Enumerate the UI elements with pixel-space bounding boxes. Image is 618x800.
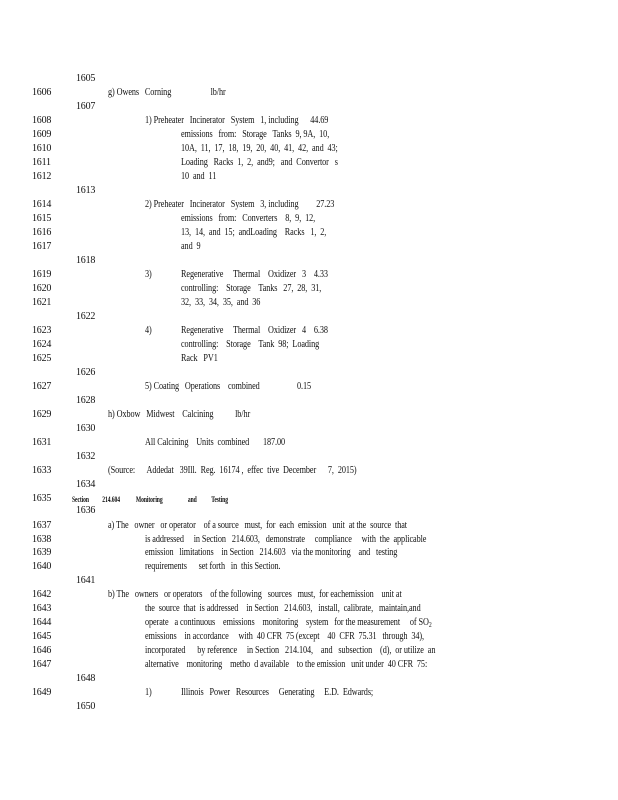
line-number: 1623	[32, 325, 52, 336]
text-line: Regenerative Thermal Oxidizer 3 4.33	[181, 269, 328, 280]
text-line-content: operate a continuous emissions monitoring system for the measurement of SO	[145, 617, 429, 628]
text-line	[145, 617, 432, 629]
line-number: 1609	[32, 129, 52, 140]
line-number: 1642	[32, 589, 52, 600]
line-number: 1622	[76, 311, 96, 322]
line-number: 1625	[32, 353, 52, 364]
line-number: 1606	[32, 87, 52, 98]
line-number: 1637	[32, 520, 52, 531]
text-line: emissions from: Storage Tanks 9, 9A, 10,	[181, 129, 330, 140]
line-number: 1610	[32, 143, 52, 154]
text-line: Illinois Power Resources Generating E.D. Edwards;	[181, 687, 374, 698]
item-number: 1)	[145, 687, 152, 698]
text-line: and 9	[181, 241, 201, 252]
subsection-heading: h) Oxbow Midwest Calcining lb/hr	[108, 409, 251, 420]
line-number: 1639	[32, 547, 52, 558]
source-note: (Source: Addedat 39Ill. Reg. 16174 , effec tive December 7, 2015)	[108, 465, 357, 476]
line-number: 1648	[76, 673, 96, 684]
text-line: 10 and 11	[181, 171, 217, 182]
line-number: 1621	[32, 297, 52, 308]
text-line: 5) Coating Operations combined 0.15	[145, 381, 312, 392]
line-number: 1607	[76, 101, 96, 112]
text-line: incorporated by reference in Section 214.104, and subsection (d), or utilize an	[145, 645, 436, 656]
text-line: alternative monitoring metho d available to the emission unit under 40 CFR 75:	[145, 659, 428, 670]
text-line: the source that is addressed in Section 214.603, install, calibrate, maintain,and	[145, 603, 421, 614]
line-number: 1647	[32, 659, 52, 670]
line-number: 1624	[32, 339, 52, 350]
line-number: 1644	[32, 617, 52, 628]
line-number: 1630	[76, 423, 96, 434]
text-line: controlling: Storage Tank 98; Loading	[181, 339, 320, 350]
text-line: emissions in accordance with 40 CFR 75 (except 40 CFR 75.31 through 34),	[145, 631, 424, 642]
text-line: 1) Preheater Incinerator System 1, including 44.69	[145, 115, 329, 126]
text-line: b) The owners or operators of the following sources must, for eachemission unit at	[108, 589, 402, 600]
line-number: 1632	[76, 451, 96, 462]
line-number: 1614	[32, 199, 52, 210]
text-line: 32, 33, 34, 35, and 36	[181, 297, 261, 308]
line-number: 1626	[76, 367, 96, 378]
line-number: 1638	[32, 534, 52, 545]
text-line: Loading Racks 1, 2, and9; and Convertor s	[181, 157, 338, 168]
line-number: 1636	[76, 505, 96, 516]
line-number: 1620	[32, 283, 52, 294]
line-number: 1650	[76, 701, 96, 712]
line-number: 1618	[76, 255, 96, 266]
text-line: 13, 14, and 15; andLoading Racks 1, 2,	[181, 227, 327, 238]
item-number: 3)	[145, 269, 152, 280]
line-number: 1646	[32, 645, 52, 656]
line-number: 1613	[76, 185, 96, 196]
text-line: 10A, 11, 17, 18, 19, 20, 40, 41, 42, and 43;	[181, 143, 338, 154]
line-number: 1619	[32, 269, 52, 280]
text-line: emissions from: Converters 8, 9, 12,	[181, 213, 316, 224]
line-number: 1631	[32, 437, 52, 448]
text-line: All Calcining Units combined 187.00	[145, 437, 286, 448]
line-number: 1634	[76, 479, 96, 490]
text-line: Rack PV1	[181, 353, 218, 364]
line-number: 1615	[32, 213, 52, 224]
line-number: 1641	[76, 575, 96, 586]
line-number: 1617	[32, 241, 52, 252]
text-line: a) The owner or operator of a source must, for each emission unit at the source that	[108, 520, 407, 531]
line-number: 1645	[32, 631, 52, 642]
line-number: 1608	[32, 115, 52, 126]
text-line: requirements set forth in this Section.	[145, 561, 281, 572]
subsection-heading: g) Owens Corning lb/hr	[108, 87, 226, 98]
text-line: Regenerative Thermal Oxidizer 4 6.38	[181, 325, 328, 336]
line-number: 1628	[76, 395, 96, 406]
line-number: 1635	[32, 493, 52, 504]
text-line: 2) Preheater Incinerator System 3, including 27.23	[145, 199, 335, 210]
line-number: 1627	[32, 381, 52, 392]
line-number: 1643	[32, 603, 52, 614]
line-number: 1616	[32, 227, 52, 238]
line-number: 1611	[32, 157, 51, 168]
text-line: emission limitations in Section 214.603 via the monitoring and testing	[145, 547, 398, 558]
line-number: 1633	[32, 465, 52, 476]
line-number: 1649	[32, 687, 52, 698]
so2-subscript: 2	[428, 621, 432, 629]
section-heading: Section 214.604 Monitoring and Testing	[72, 495, 228, 504]
line-number: 1605	[76, 73, 96, 84]
text-line: is addressed in Section 214.603, demonstrate compliance with the applicable	[145, 534, 427, 545]
line-number: 1640	[32, 561, 52, 572]
line-number: 1629	[32, 409, 52, 420]
text-line: controlling: Storage Tanks 27, 28, 31,	[181, 283, 322, 294]
line-number: 1612	[32, 171, 52, 182]
item-number: 4)	[145, 325, 152, 336]
